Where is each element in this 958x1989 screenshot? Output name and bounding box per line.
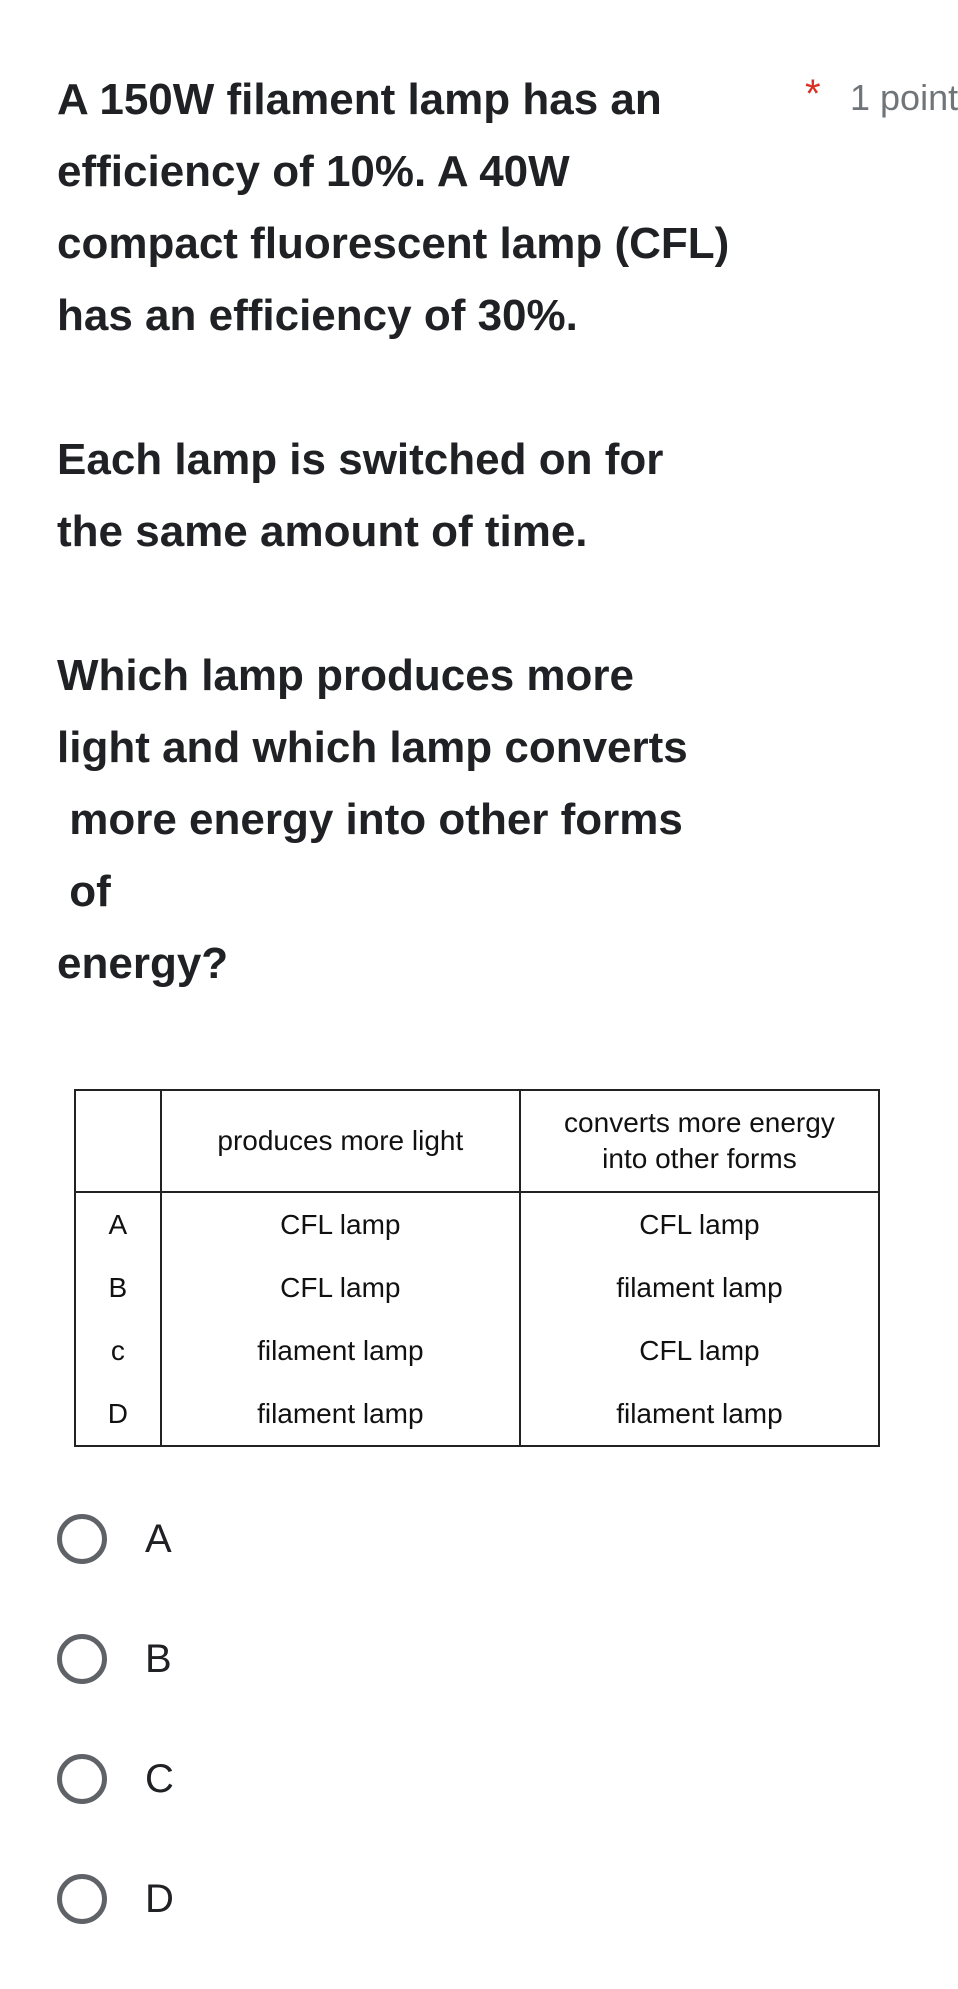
radio-button[interactable] [57,1634,107,1684]
table-row [75,1256,879,1319]
table-cell: CFL lamp [161,1256,520,1319]
table-row [75,1192,879,1256]
table-cell: filament lamp [520,1256,879,1319]
table-cell: filament lamp [520,1382,879,1446]
table-cell-letter: c [75,1319,161,1382]
option-label: A [145,1516,172,1561]
table-cell: CFL lamp [520,1319,879,1382]
table-cell: CFL lamp [161,1192,520,1256]
table-cell-letter: A [75,1192,161,1256]
required-asterisk: * [805,72,821,116]
radio-button[interactable] [57,1754,107,1804]
radio-button[interactable] [57,1514,107,1564]
table-row [75,1382,879,1446]
option-label: D [145,1876,174,1921]
table-cell: CFL lamp [520,1192,879,1256]
question-text: A 150W filament lamp has an efficiency of 10%. A 40W compact fluorescent lamp (CFL) has an efficiency of 30%. Each lamp is switched on for the same amount of time. Which lamp produces more light and which lamp converts more energy into other forms of energy? [57,75,730,988]
radio-button[interactable] [57,1874,107,1924]
option-a[interactable] [57,1509,174,1569]
option-label: C [145,1756,174,1801]
table-header-cell [75,1090,161,1192]
table-header-row [75,1090,879,1192]
table-cell-letter: D [75,1382,161,1446]
table-row [75,1319,879,1382]
answer-table [74,1089,880,1447]
option-c[interactable] [57,1749,174,1809]
table-cell-letter: B [75,1256,161,1319]
option-d[interactable] [57,1869,174,1929]
table-header-cell: converts more energy into other forms [520,1090,879,1192]
table-cell: filament lamp [161,1382,520,1446]
table-cell: filament lamp [161,1319,520,1382]
answer-options [57,1509,174,1989]
option-label: B [145,1636,172,1681]
points-label: 1 point [850,77,958,118]
table-header-cell: produces more light [161,1090,520,1192]
option-b[interactable] [57,1629,174,1689]
